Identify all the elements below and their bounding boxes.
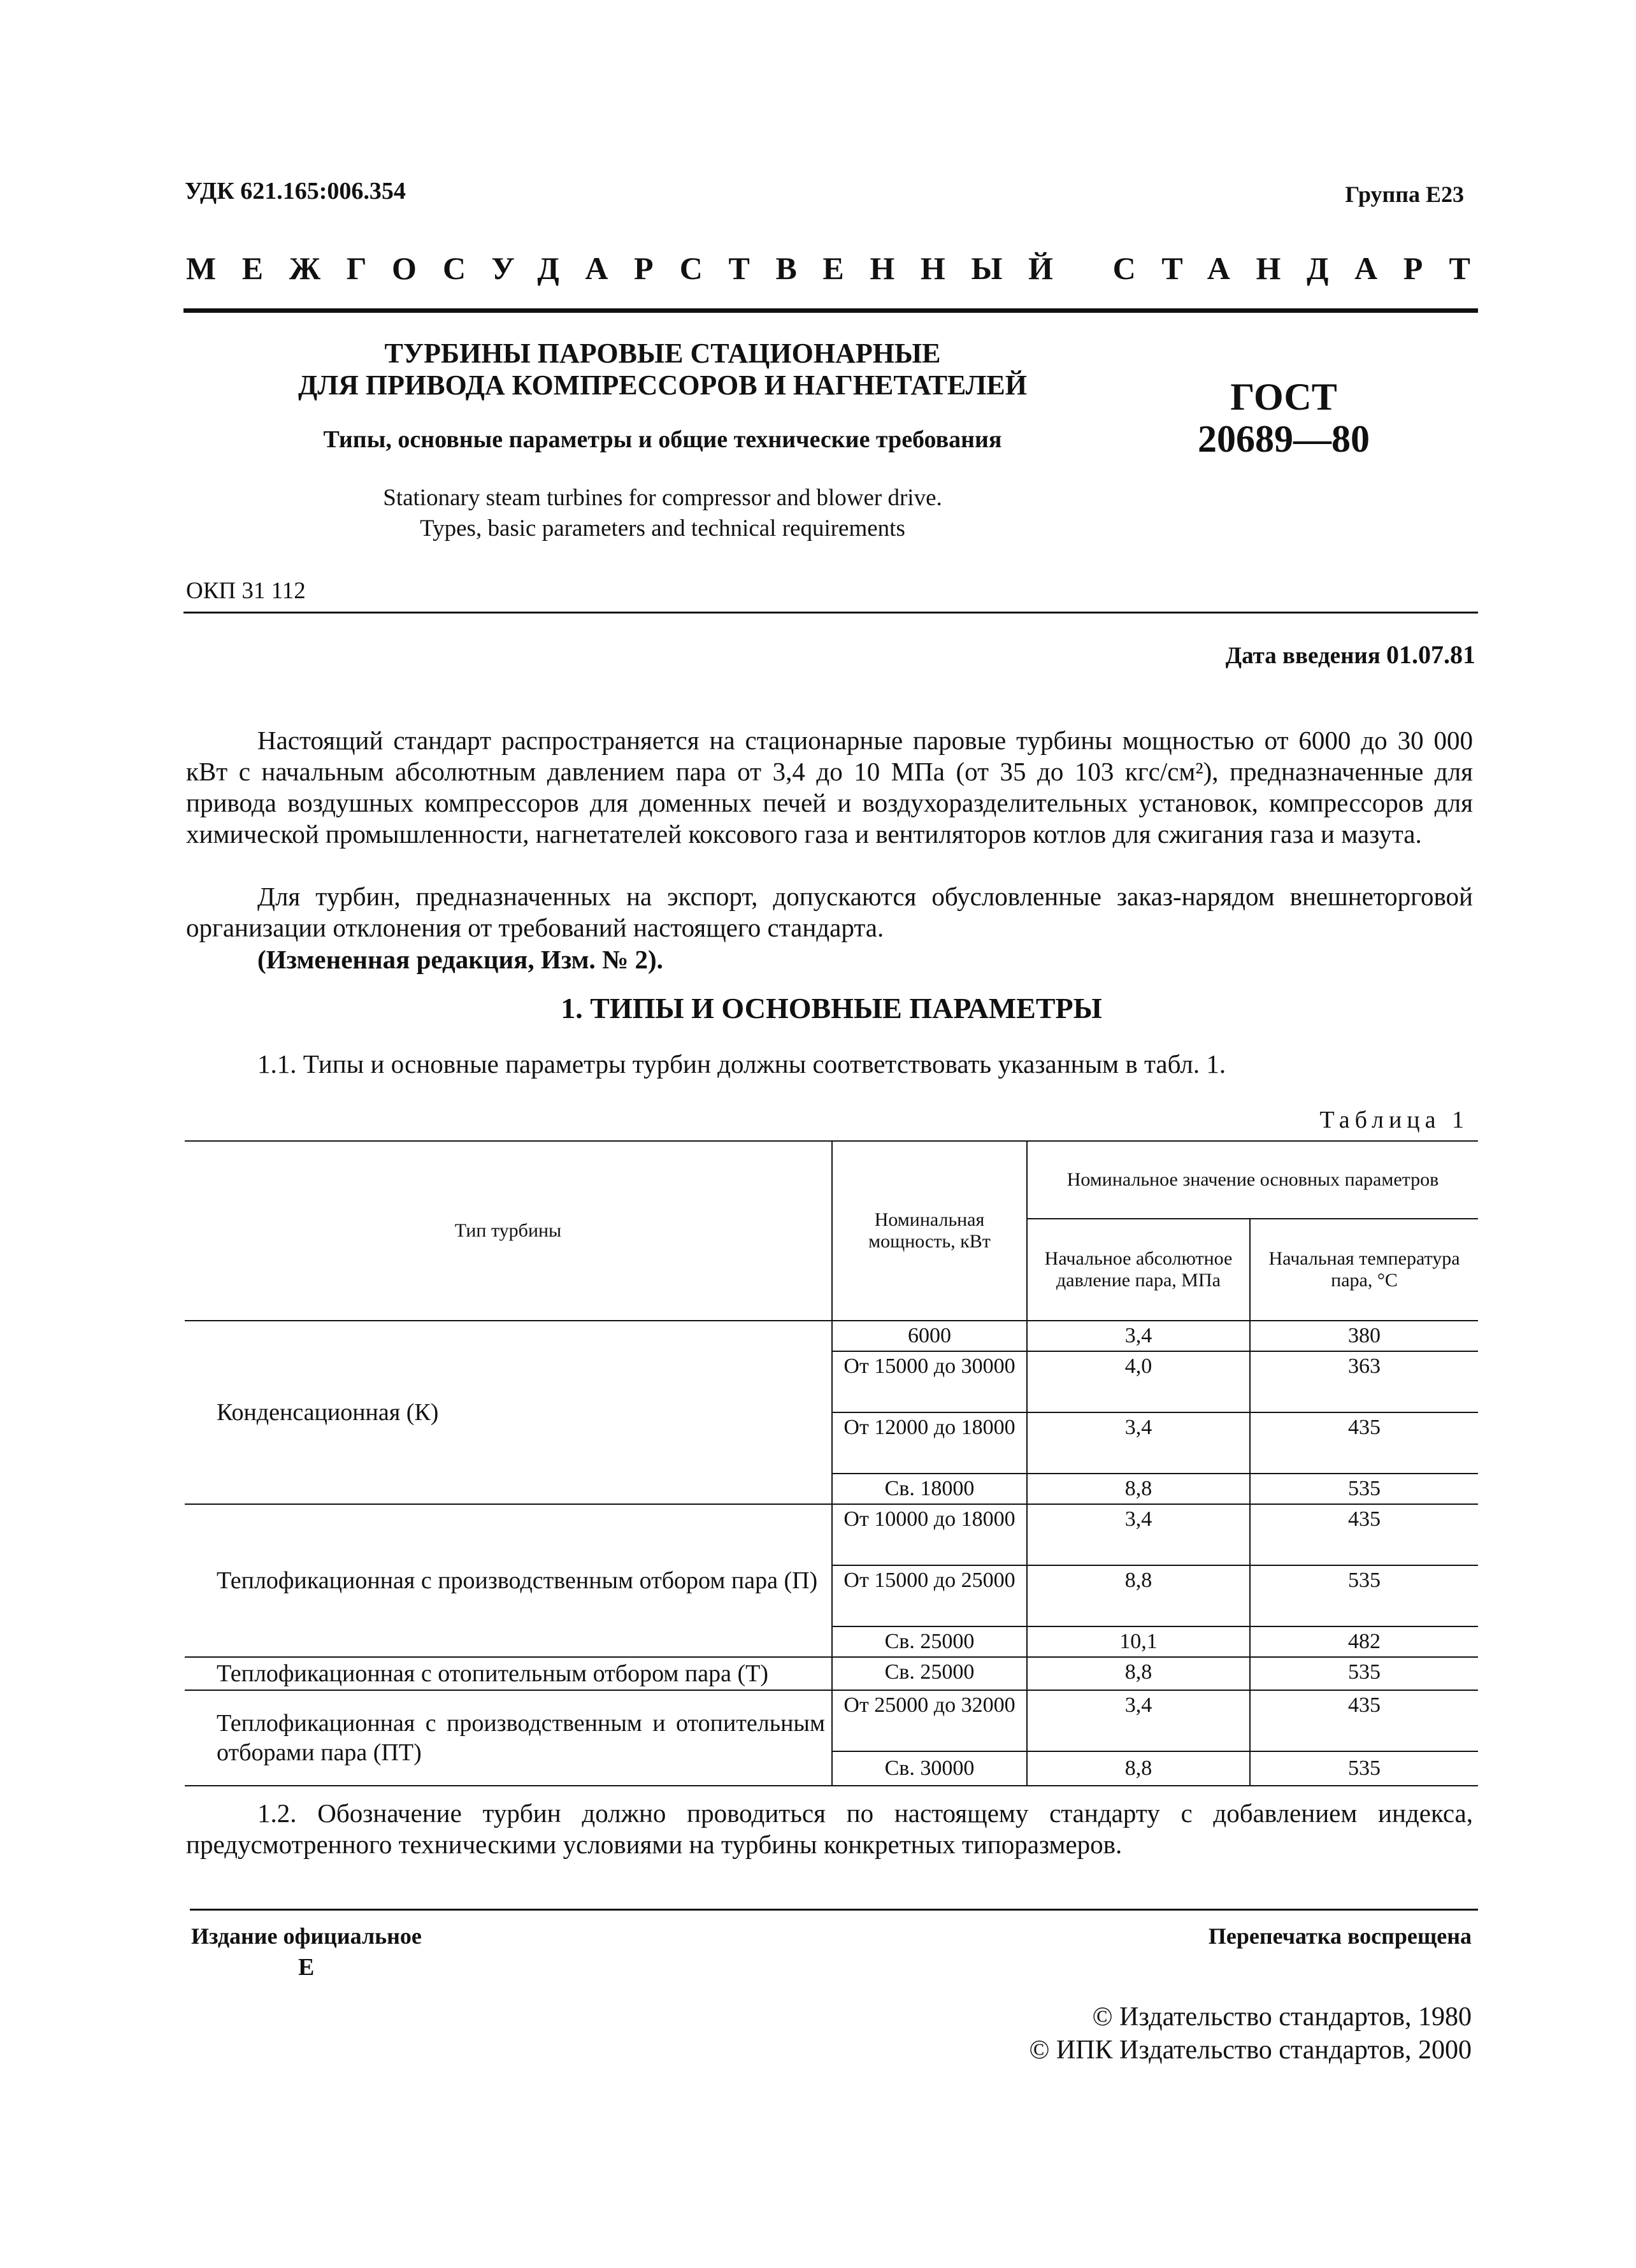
header-rule: [183, 308, 1478, 313]
title-line-1: ТУРБИНЫ ПАРОВЫЕ СТАЦИОНАРНЫЕ: [384, 338, 941, 369]
english-title-line-1: Stationary steam turbines for compressor and blower drive.: [383, 485, 942, 511]
intro-date-value: 01.07.81: [1386, 640, 1475, 669]
cell-pressure: 8,8: [1027, 1474, 1250, 1504]
title-block: [185, 338, 1140, 401]
cell-power: От 10000 до 18000: [832, 1504, 1027, 1565]
edition-letter: Е: [298, 1954, 315, 1981]
table-caption: Таблица 1: [1319, 1107, 1469, 1133]
cell-pressure: 3,4: [1027, 1412, 1250, 1474]
reprint-prohibited: Перепечатка воспрещена: [1208, 1923, 1472, 1949]
cell-temperature: 535: [1250, 1474, 1478, 1504]
clause-1-1: 1.1. Типы и основные параметры турбин должны соответствовать указанным в табл. 1.: [257, 1049, 1226, 1079]
cell-temperature: 535: [1250, 1657, 1478, 1690]
cell-power: 6000: [832, 1321, 1027, 1351]
section-1-title: 1. ТИПЫ И ОСНОВНЫЕ ПАРАМЕТРЫ: [561, 992, 1102, 1024]
cell-power: Св. 18000: [832, 1474, 1027, 1504]
cell-power: Св. 25000: [832, 1657, 1027, 1690]
gost-label: ГОСТ: [1230, 376, 1337, 418]
title-line-2: ДЛЯ ПРИВОДА КОМПРЕССОРОВ И НАГНЕТАТЕЛЕЙ: [298, 370, 1027, 401]
amendment-note: (Измененная редакция, Изм. № 2).: [257, 945, 663, 974]
cell-power: От 25000 до 32000: [832, 1690, 1027, 1751]
turbine-type-t: Теплофикационная с отопительным отбором пара (Т): [185, 1657, 832, 1690]
turbine-type-k: Конденсационная (К): [185, 1321, 832, 1504]
cell-temperature: 435: [1250, 1412, 1478, 1474]
cell-pressure: 10,1: [1027, 1626, 1250, 1657]
subtitle: Типы, основные параметры и общие технические требования: [323, 426, 1002, 453]
table-row: [185, 1504, 1478, 1565]
official-edition: Издание официальное: [191, 1923, 422, 1949]
cell-temperature: 363: [1250, 1351, 1478, 1412]
okp-rule: [183, 612, 1478, 614]
interstate-standard-heading: МЕЖГОСУДАРСТВЕННЫЙ СТАНДАРТ: [186, 250, 1496, 286]
okp-code: ОКП 31 112: [186, 578, 306, 604]
table-1: [185, 1140, 1478, 1786]
header-initial-pressure: Начальное абсолютное давление пара, МПа: [1027, 1219, 1250, 1321]
footer-rule: [190, 1909, 1478, 1911]
cell-pressure: 3,4: [1027, 1321, 1250, 1351]
turbine-type-pt: Теплофикационная с производственным и отопительным отборами пара (ПТ): [185, 1690, 832, 1786]
copyright-2000: © ИПК Издательство стандартов, 2000: [1029, 2035, 1472, 2065]
clause-1-2: 1.2. Обозначение турбин должно проводиться по настоящему стандарту с добавлением индекса, предусмотренного техническими условиями на турбины конкретных типоразмеров.: [186, 1798, 1473, 1859]
gost-designation: [1147, 376, 1421, 460]
table-row: [185, 1321, 1478, 1351]
cell-power: От 15000 до 30000: [832, 1351, 1027, 1412]
udc-code: УДК 621.165:006.354: [185, 178, 406, 205]
cell-power: От 15000 до 25000: [832, 1565, 1027, 1626]
cell-temperature: 482: [1250, 1626, 1478, 1657]
cell-pressure: 8,8: [1027, 1657, 1250, 1690]
cell-power: От 12000 до 18000: [832, 1412, 1027, 1474]
cell-temperature: 535: [1250, 1751, 1478, 1786]
cell-pressure: 3,4: [1027, 1690, 1250, 1751]
intro-date: [1226, 640, 1475, 670]
english-title: [185, 483, 1140, 544]
header-nominal-parameters: Номинальное значение основных параметров: [1027, 1141, 1478, 1219]
cell-pressure: 8,8: [1027, 1751, 1250, 1786]
cell-pressure: 3,4: [1027, 1504, 1250, 1565]
header-initial-temperature: Начальная температура пара, °С: [1250, 1219, 1478, 1321]
table-row: [185, 1657, 1478, 1690]
group-code: Группа Е23: [1345, 182, 1464, 207]
turbine-type-p: Теплофикационная с производственным отбором пара (П): [185, 1504, 832, 1657]
copyright-1980: © Издательство стандартов, 1980: [1092, 2002, 1472, 2032]
english-title-line-2: Types, basic parameters and technical requirements: [420, 515, 905, 542]
header-turbine-type: Тип турбины: [185, 1141, 832, 1321]
cell-power: Св. 25000: [832, 1626, 1027, 1657]
cell-pressure: 8,8: [1027, 1565, 1250, 1626]
cell-pressure: 4,0: [1027, 1351, 1250, 1412]
paragraph-scope: Настоящий стандарт распространяется на стационарные паровые турбины мощностью от 6000 до 30 000 кВт с начальным абсолютным давлением пара от 3,4 до 10 МПа (от 35 до 103 кгс/см²), предназначенные для привода воздушных компрессоров для доменных печей и воздухоразделительных установок, компрессоров для химической промышленности, нагнетателей коксового газа и вентиляторов котлов для сжигания газа и мазута.: [186, 726, 1473, 849]
cell-temperature: 435: [1250, 1690, 1478, 1751]
cell-temperature: 535: [1250, 1565, 1478, 1626]
cell-temperature: 435: [1250, 1504, 1478, 1565]
paragraph-export: Для турбин, предназначенных на экспорт, допускаются обусловленные заказ-нарядом внешнеторговой организации отклонения от требований настоящего стандарта.: [186, 882, 1473, 942]
cell-temperature: 380: [1250, 1321, 1478, 1351]
header-rated-power: Номинальная мощность, кВт: [832, 1141, 1027, 1321]
table-row: [185, 1690, 1478, 1751]
intro-date-label: Дата введения: [1225, 643, 1381, 669]
cell-power: Св. 30000: [832, 1751, 1027, 1786]
gost-number: 20689—80: [1198, 418, 1370, 460]
